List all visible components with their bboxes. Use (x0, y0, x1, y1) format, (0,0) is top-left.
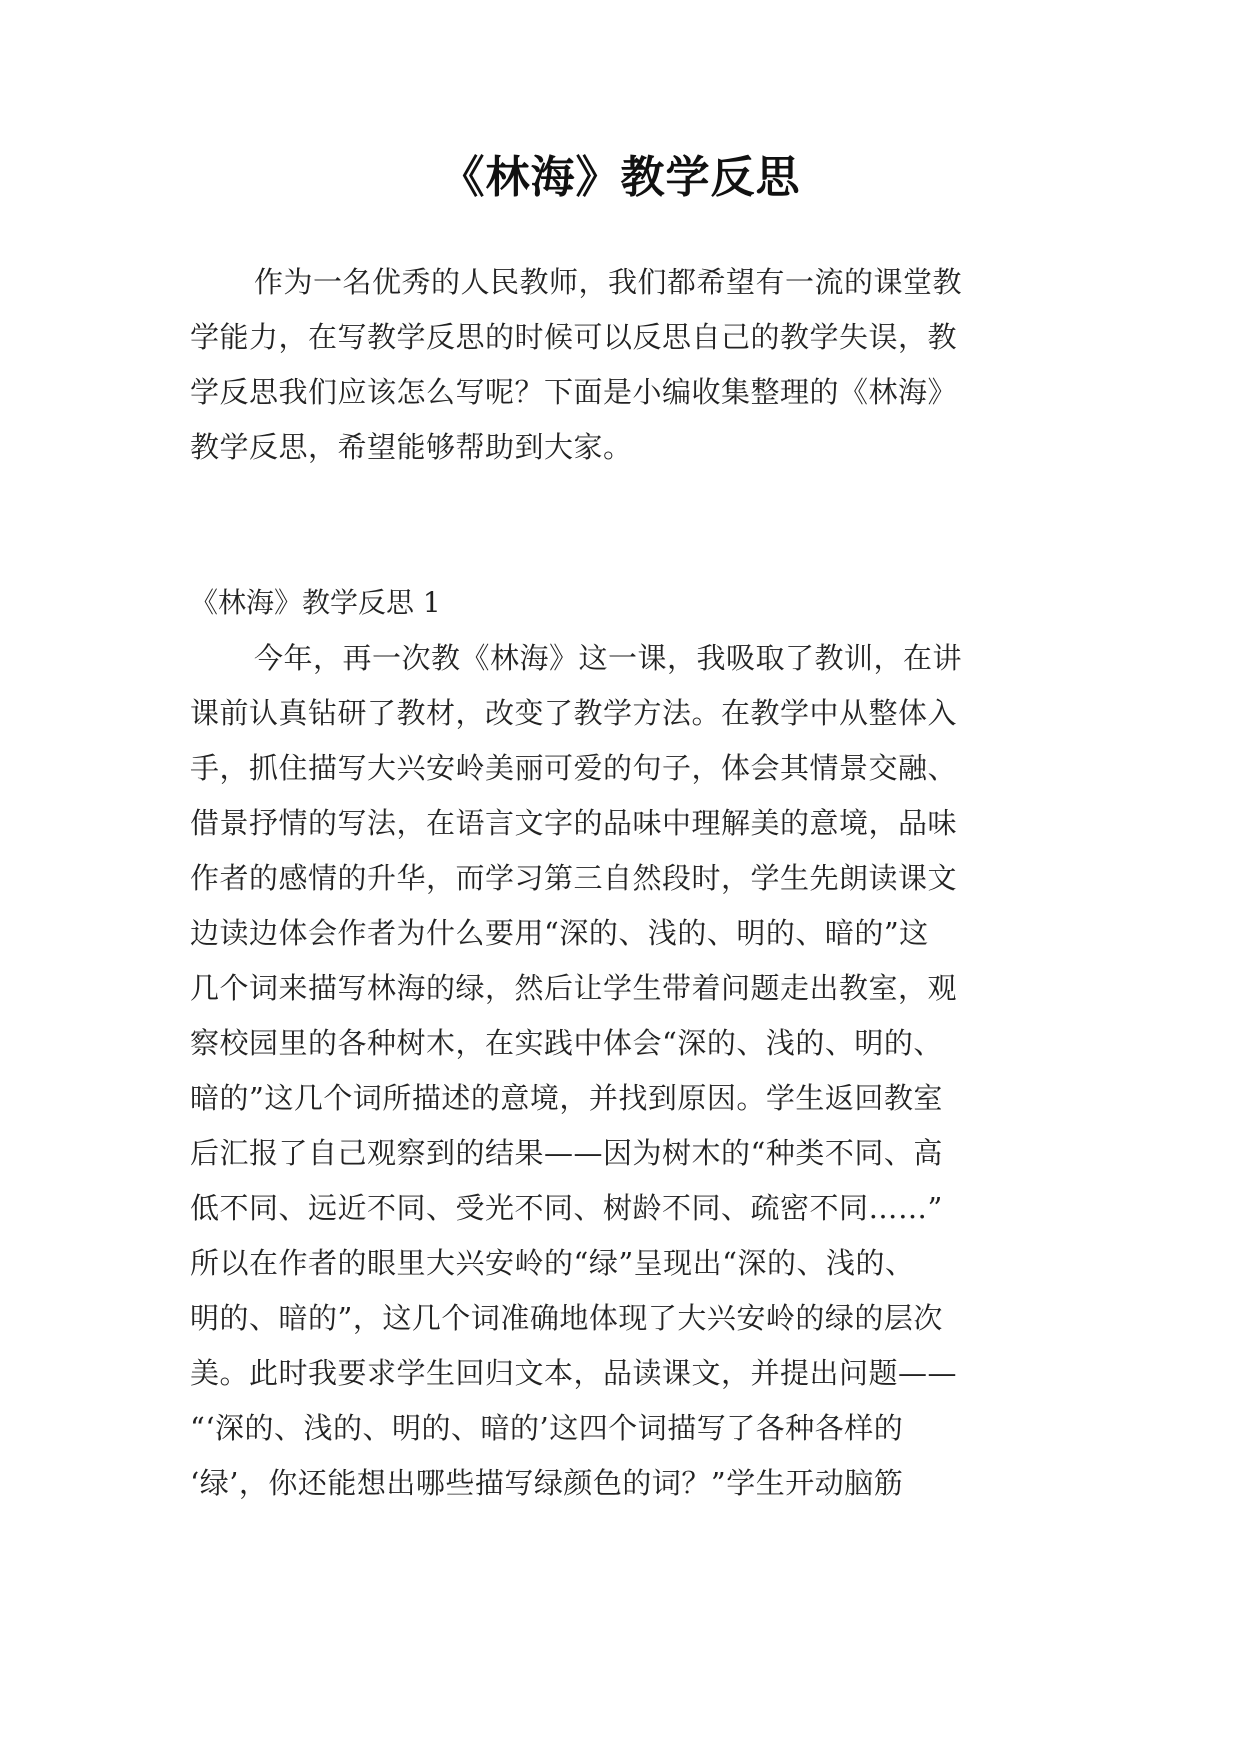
section-line-9: 暗的”这几个词所描述的意境，并找到原因。学生返回教室 (190, 1081, 943, 1115)
page-title: 《林海》教学反思 (440, 152, 801, 203)
section-line-15: “‘深的、浅的、明的、暗的’这四个词描写了各种各样的 (190, 1411, 904, 1445)
section-heading: 《林海》教学反思 1 (190, 586, 441, 619)
section-line-6: 边读边体会作者为什么要用“深的、浅的、明的、暗的”这 (190, 916, 929, 950)
section-line-12: 所以在作者的眼里大兴安岭的“绿”呈现出“深的、浅的、 (190, 1246, 915, 1280)
intro-line-3: 学反思我们应该怎么写呢？下面是小编收集整理的《林海》 (190, 375, 958, 409)
intro-line-1: 作为一名优秀的人民教师，我们都希望有一流的课堂教 (254, 265, 963, 299)
section-line-11: 低不同、远近不同、受光不同、树龄不同、疏密不同……” (190, 1191, 943, 1225)
section-line-1: 今年，再一次教《林海》这一课，我吸取了教训，在讲 (254, 641, 963, 675)
section-line-13: 明的、暗的”，这几个词准确地体现了大兴安岭的绿的层次 (190, 1301, 943, 1335)
intro-line-4: 教学反思，希望能够帮助到大家。 (190, 430, 633, 464)
section-line-3: 手，抓住描写大兴安岭美丽可爱的句子，体会其情景交融、 (190, 751, 958, 785)
section-line-8: 察校园里的各种树木，在实践中体会“深的、浅的、明的、 (190, 1026, 943, 1060)
section-line-2: 课前认真钻研了教材，改变了教学方法。在教学中从整体入 (190, 696, 958, 730)
section-line-4: 借景抒情的写法，在语言文字的品味中理解美的意境，品味 (190, 806, 958, 840)
section-line-5: 作者的感情的升华，而学习第三自然段时，学生先朗读课文 (190, 861, 958, 895)
section-line-7: 几个词来描写林海的绿，然后让学生带着问题走出教室，观 (190, 971, 958, 1005)
intro-line-2: 学能力，在写教学反思的时候可以反思自己的教学失误，教 (190, 320, 958, 354)
section-line-14: 美。此时我要求学生回归文本，品读课文，并提出问题—— (190, 1356, 958, 1390)
section-line-10: 后汇报了自己观察到的结果——因为树木的“种类不同、高 (190, 1136, 943, 1170)
section-line-16: ‘绿’，你还能想出哪些描写绿颜色的词？”学生开动脑筋 (190, 1466, 904, 1500)
